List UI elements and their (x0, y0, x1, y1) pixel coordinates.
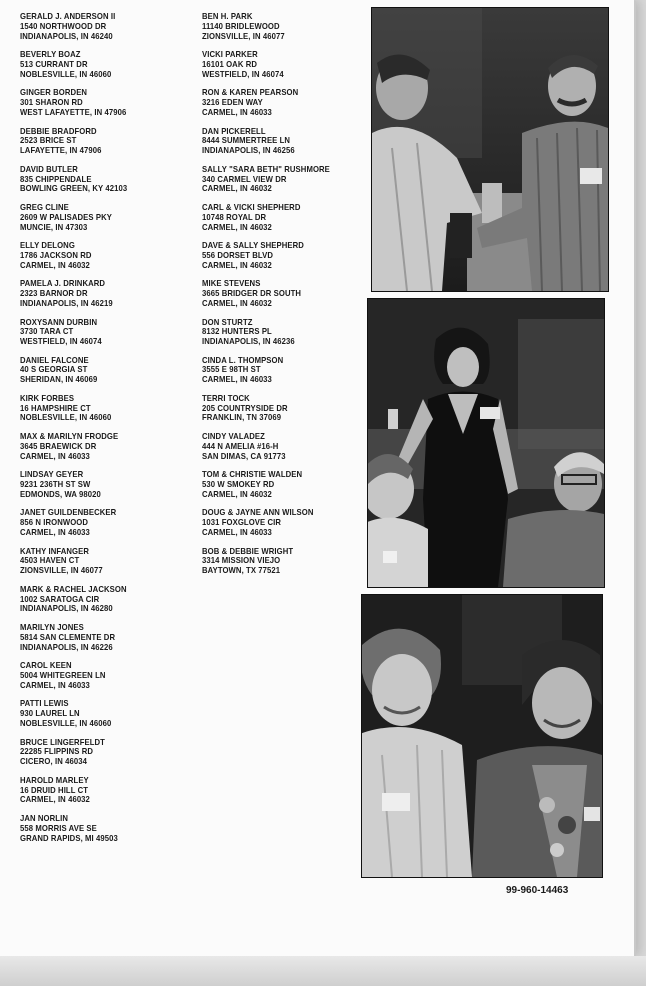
entry-name: MARILYN JONES (20, 623, 84, 632)
entry-street: 8444 SUMMERTREE LN (202, 136, 291, 146)
entry-city: CARMEL, IN 46033 (20, 680, 90, 690)
entry-name: RON & KAREN PEARSON (202, 88, 299, 98)
entry-name: DAVE & SALLY SHEPHERD (202, 241, 304, 251)
entry-name: DEBBIE BRADFORD (20, 126, 97, 136)
directory-entry (202, 279, 357, 317)
entry-city: WEST LAFAYETTE, IN 47906 (20, 107, 127, 117)
directory-entry (20, 623, 185, 661)
entry-name: KIRK FORBES (20, 393, 75, 403)
entry-city: INDIANAPOLIS, IN 46219 (20, 298, 113, 308)
entry-city: CARMEL, IN 46033 (20, 528, 90, 538)
directory-entry (20, 203, 185, 241)
directory-entry (202, 241, 357, 279)
directory-middle-column (202, 12, 367, 585)
entry-street: 3555 E 98TH ST (202, 365, 261, 375)
photo-woman-standing (367, 298, 605, 588)
entry-name: LINDSAY GEYER (20, 470, 84, 480)
entry-name: JAN NORLIN (20, 813, 68, 823)
directory-entry (20, 318, 185, 356)
entry-street: 5814 SAN CLEMENTE DR (20, 632, 116, 642)
entry-street: 930 LAUREL LN (20, 709, 80, 719)
directory-entry (202, 356, 357, 394)
entry-city: MUNCIE, IN 47303 (20, 222, 88, 232)
directory-entry (20, 699, 185, 737)
entry-street: 1540 NORTHWOOD DR (20, 21, 107, 31)
entry-name: JANET GUILDENBECKER (20, 508, 117, 518)
entry-city: CICERO, IN 46034 (20, 757, 87, 767)
directory-entry (20, 356, 185, 394)
entry-street: 2609 W PALISADES PKY (20, 212, 112, 222)
entry-city: BOWLING GREEN, KY 42103 (20, 184, 128, 194)
directory-entry (20, 585, 185, 623)
directory-left-column (20, 12, 195, 852)
entry-city: CARMEL, IN 46032 (20, 260, 90, 270)
entry-city: CARMEL, IN 46032 (202, 184, 272, 194)
entry-street: 556 DORSET BLVD (202, 250, 273, 260)
entry-street: 2523 BRICE ST (20, 136, 77, 146)
entry-name: TERRI TOCK (202, 393, 250, 403)
entry-street: 1031 FOXGLOVE CIR (202, 518, 282, 528)
entry-city: NOBLESVILLE, IN 46060 (20, 413, 112, 423)
entry-city: INDIANAPOLIS, IN 46226 (20, 642, 113, 652)
entry-city: NOBLESVILLE, IN 46060 (20, 718, 112, 728)
entry-name: SALLY "SARA BETH" RUSHMORE (202, 164, 330, 174)
page-code: 99-960-14463 (506, 885, 569, 896)
entry-name: ROXYSANN DURBIN (20, 317, 98, 327)
entry-street: 16 DRUID HILL CT (20, 785, 89, 795)
entry-street: 835 CHIPPENDALE (20, 174, 92, 184)
directory-entry (20, 547, 185, 585)
entry-street: 301 SHARON RD (20, 98, 83, 108)
entry-city: SAN DIMAS, CA 91773 (202, 451, 286, 461)
directory-entry (20, 279, 185, 317)
entry-name: CAROL KEEN (20, 661, 72, 671)
entry-name: BOB & DEBBIE WRIGHT (202, 546, 294, 556)
directory-entry (20, 470, 185, 508)
entry-city: NOBLESVILLE, IN 46060 (20, 69, 112, 79)
photo-woman-standing-image (368, 299, 604, 587)
directory-entry (202, 318, 357, 356)
entry-city: CARMEL, IN 46033 (202, 107, 272, 117)
entry-street: 3665 BRIDGER DR SOUTH (202, 289, 302, 299)
entry-city: INDIANAPOLIS, IN 46256 (202, 146, 295, 156)
entry-name: GINGER BORDEN (20, 88, 88, 98)
entry-city: BAYTOWN, TX 77521 (202, 566, 281, 576)
entry-street: 3314 MISSION VIEJO (202, 556, 281, 566)
entry-city: ZIONSVILLE, IN 46077 (202, 31, 285, 41)
entry-city: WESTFIELD, IN 46074 (20, 337, 102, 347)
entry-city: GRAND RAPIDS, MI 49503 (20, 833, 118, 843)
photo-two-women-image (362, 595, 602, 877)
entry-name: HAROLD MARLEY (20, 775, 89, 785)
directory-entry (20, 508, 185, 546)
directory-entry (202, 394, 357, 432)
photo-two-men-image (372, 8, 608, 291)
entry-street: 2323 BARNOR DR (20, 289, 88, 299)
entry-street: 205 COUNTRYSIDE DR (202, 403, 288, 413)
directory-entry (20, 241, 185, 279)
entry-name: CARL & VICKI SHEPHERD (202, 202, 301, 212)
entry-name: MARK & RACHEL JACKSON (20, 584, 127, 594)
entry-name: PATTI LEWIS (20, 699, 69, 709)
entry-name: TOM & CHRISTIE WALDEN (202, 470, 303, 480)
entry-name: CINDY VALADEZ (202, 432, 265, 442)
directory-entry (20, 776, 185, 814)
entry-city: CARMEL, IN 46033 (20, 451, 90, 461)
directory-entry (202, 547, 357, 585)
entry-street: 444 N AMELIA #16-H (202, 441, 279, 451)
directory-entry (202, 50, 357, 88)
entry-name: DAVID BUTLER (20, 164, 78, 174)
entry-city: FRANKLIN, TN 37069 (202, 413, 282, 423)
entry-name: GREG CLINE (20, 202, 69, 212)
directory-entry (202, 432, 357, 470)
directory-entry (202, 470, 357, 508)
directory-entry (202, 127, 357, 165)
directory-entry (20, 88, 185, 126)
entry-street: 530 W SMOKEY RD (202, 480, 275, 490)
entry-street: 16101 OAK RD (202, 59, 258, 69)
entry-name: VICKI PARKER (202, 50, 258, 60)
entry-name: GERALD J. ANDERSON II (20, 12, 116, 21)
entry-name: DON STURTZ (202, 317, 253, 327)
entry-street: 16 HAMPSHIRE CT (20, 403, 91, 413)
entry-street: 11140 BRIDLEWOOD (202, 21, 280, 31)
entry-street: 3730 TARA CT (20, 327, 74, 337)
entry-name: ELLY DELONG (20, 241, 75, 251)
entry-city: INDIANAPOLIS, IN 46236 (202, 337, 295, 347)
directory-entry (20, 738, 185, 776)
entry-city: INDIANAPOLIS, IN 46280 (20, 604, 113, 614)
entry-city: ZIONSVILLE, IN 46077 (20, 566, 103, 576)
entry-street: 1002 SARATOGA CIR (20, 594, 100, 604)
entry-street: 40 S GEORGIA ST (20, 365, 88, 375)
entry-city: CARMEL, IN 46033 (202, 528, 272, 538)
entry-city: CARMEL, IN 46032 (202, 298, 272, 308)
directory-entry (202, 508, 357, 546)
entry-city: LAFAYETTE, IN 47906 (20, 146, 102, 156)
entry-street: 3216 EDEN WAY (202, 98, 263, 108)
entry-name: DOUG & JAYNE ANN WILSON (202, 508, 314, 518)
entry-name: MAX & MARILYN FRODGE (20, 432, 119, 442)
directory-entry (20, 165, 185, 203)
entry-city: CARMEL, IN 46032 (20, 795, 90, 805)
directory-entry (20, 394, 185, 432)
entry-street: 9231 236TH ST SW (20, 480, 91, 490)
entry-name: BRUCE LINGERFELDT (20, 737, 105, 747)
directory-entry (20, 12, 185, 50)
photo-two-women (361, 594, 603, 878)
directory-entry (202, 165, 357, 203)
entry-street: 22285 FLIPPINS RD (20, 747, 94, 757)
entry-name: DANIEL FALCONE (20, 355, 89, 365)
entry-city: SHERIDAN, IN 46069 (20, 375, 98, 385)
entry-city: CARMEL, IN 46032 (202, 222, 272, 232)
entry-street: 513 CURRANT DR (20, 59, 88, 69)
entry-street: 1786 JACKSON RD (20, 250, 92, 260)
directory-entry (20, 661, 185, 699)
directory-entry (20, 50, 185, 88)
entry-name: DAN PICKERELL (202, 126, 266, 136)
entry-city: CARMEL, IN 46032 (202, 489, 272, 499)
entry-street: 5004 WHITEGREEN LN (20, 670, 106, 680)
entry-name: CINDA L. THOMPSON (202, 355, 284, 365)
entry-city: CARMEL, IN 46033 (202, 375, 272, 385)
directory-entry (202, 88, 357, 126)
directory-entry (20, 127, 185, 165)
page-edge (0, 956, 646, 986)
entry-street: 558 MORRIS AVE SE (20, 823, 97, 833)
entry-street: 3645 BRAEWICK DR (20, 441, 97, 451)
entry-street: 340 CARMEL VIEW DR (202, 174, 287, 184)
entry-city: INDIANAPOLIS, IN 46240 (20, 31, 113, 41)
entry-name: KATHY INFANGER (20, 546, 90, 556)
entry-street: 8132 HUNTERS PL (202, 327, 272, 337)
entry-city: WESTFIELD, IN 46074 (202, 69, 284, 79)
directory-entry (202, 12, 357, 50)
directory-entry (202, 203, 357, 241)
directory-entry (20, 814, 185, 852)
entry-name: BEN H. PARK (202, 12, 253, 21)
entry-name: BEVERLY BOAZ (20, 50, 81, 60)
entry-street: 856 N IRONWOOD (20, 518, 89, 528)
entry-street: 4503 HAVEN CT (20, 556, 80, 566)
entry-name: MIKE STEVENS (202, 279, 261, 289)
entry-city: CARMEL, IN 46032 (202, 260, 272, 270)
directory-entry (20, 432, 185, 470)
entry-city: EDMONDS, WA 98020 (20, 489, 101, 499)
entry-name: PAMELA J. DRINKARD (20, 279, 106, 289)
entry-street: 10748 ROYAL DR (202, 212, 267, 222)
photo-two-men (371, 7, 609, 292)
